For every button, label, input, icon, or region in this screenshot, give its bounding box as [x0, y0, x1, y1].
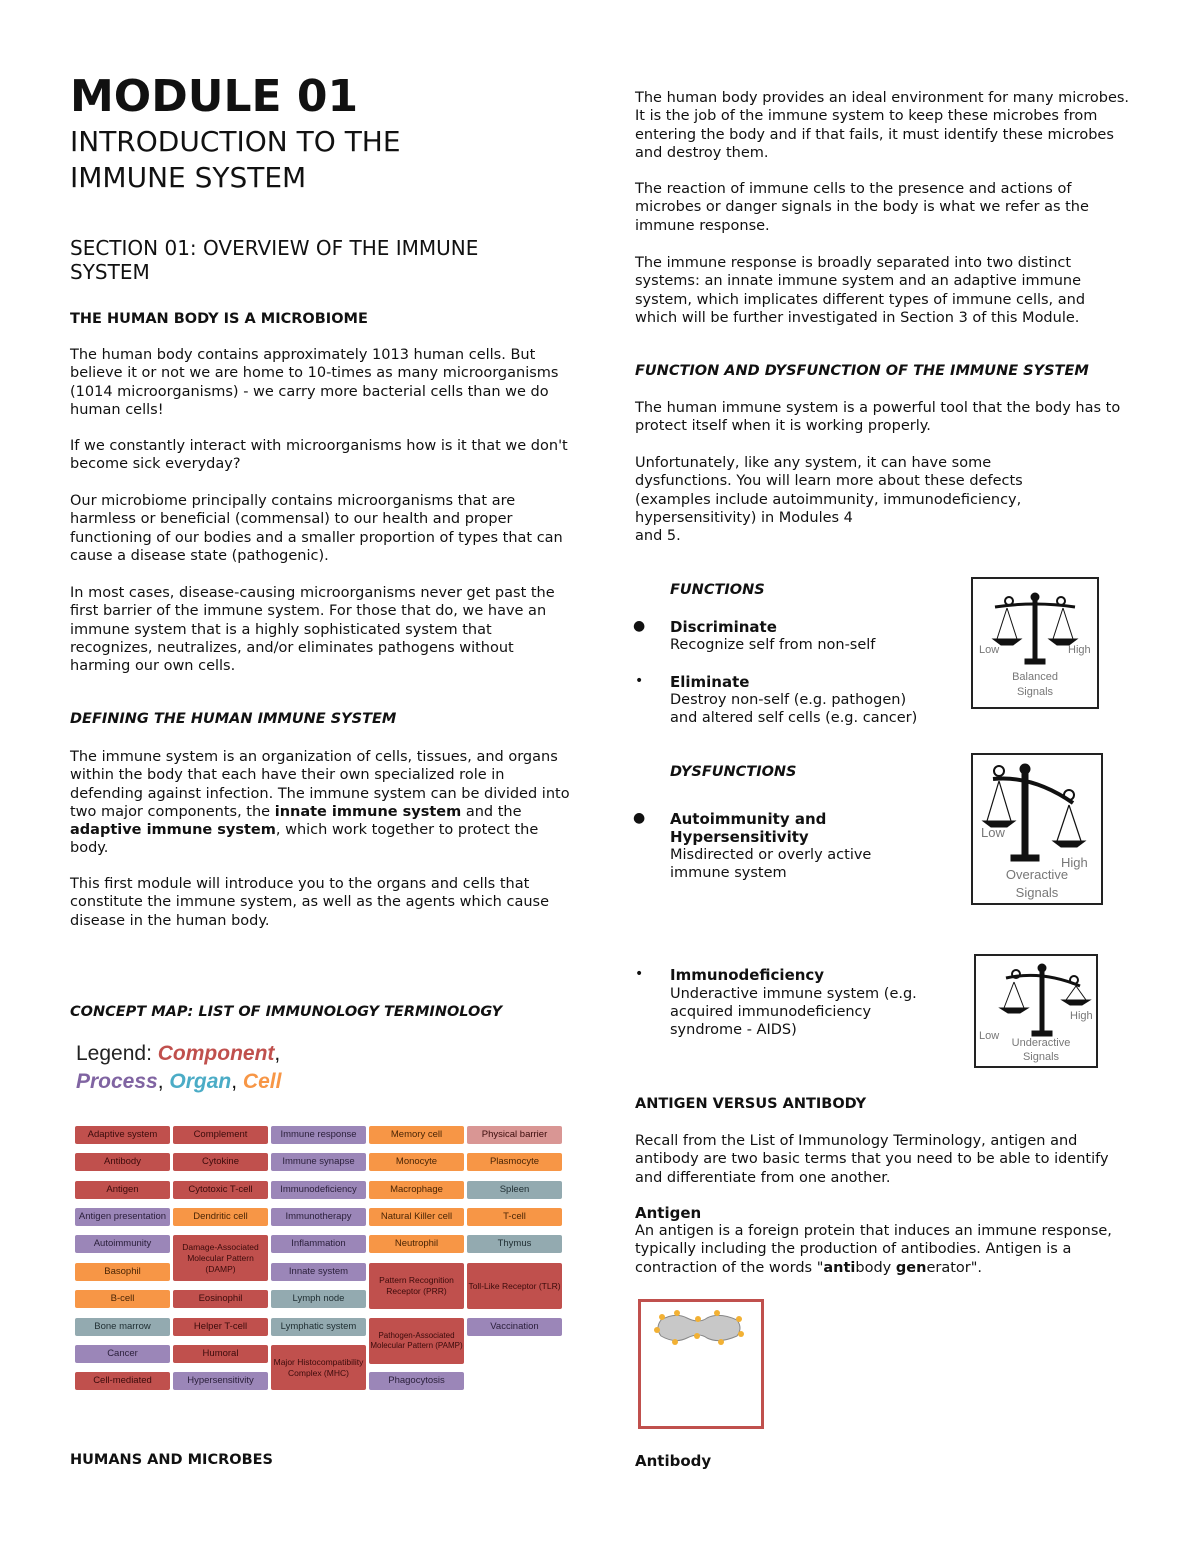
eliminate-text-1: Destroy non-self (e.g. pathogen): [670, 692, 907, 708]
legend-prefix: Legend:: [76, 1042, 158, 1065]
concept-chip: Adaptive system: [75, 1126, 170, 1144]
overactive-low-label: Low: [981, 825, 1005, 840]
antigen-end: erator".: [926, 1259, 983, 1276]
legend-sep-3: ,: [231, 1070, 243, 1093]
underactive-signals-figure: [974, 954, 1098, 1068]
immunodeficiency-text-3: syndrome - AIDS): [670, 1022, 797, 1038]
antigen-figure: [638, 1299, 764, 1429]
heading-function: FUNCTION AND DYSFUNCTION OF THE IMMUNE SYSTEM: [635, 363, 1089, 379]
concept-chip: Toll-Like Receptor (TLR): [467, 1263, 562, 1309]
section-title-line2: SYSTEM: [70, 260, 150, 284]
autoimmunity-title-2: Hypersensitivity: [670, 828, 809, 846]
concept-chip: Lymphatic system: [271, 1318, 366, 1336]
function-paragraph-2-end: and 5.: [635, 528, 681, 544]
immunodeficiency-text-1: Underactive immune system (e.g.: [670, 986, 917, 1002]
discriminate-text: Recognize self from non-self: [670, 637, 876, 653]
legend-cell: Cell: [242, 1070, 282, 1093]
concept-chip: Pattern Recognition Receptor (PRR): [369, 1263, 464, 1309]
antigen-shape-icon: [641, 1302, 761, 1426]
concept-chip: Immune synapse: [271, 1153, 366, 1171]
microbiome-paragraph-2: If we constantly interact with microorganisms how is it that we don't become sick everyday?: [70, 438, 568, 473]
concept-chip: Cell-mediated: [75, 1372, 170, 1390]
overactive-caption-2: Signals: [1015, 885, 1059, 900]
concept-chip: Autoimmunity: [75, 1235, 170, 1253]
concept-chip: Damage-Associated Molecular Pattern (DAMP): [173, 1235, 268, 1281]
module-title: MODULE 01: [70, 71, 359, 122]
bullet-icon: •: [635, 966, 644, 982]
concept-chip: Lymph node: [271, 1290, 366, 1308]
legend-component: Component: [157, 1042, 275, 1065]
concept-chip: Eosinophil: [173, 1290, 268, 1308]
concept-chip: Neutrophil: [369, 1235, 464, 1253]
function-paragraph-2: Unfortunately, like any system, it can have some dysfunctions. You will learn more about these defects (examples include autoimmunity, immunodeficiency, hypersensitivity) in Modules 4: [635, 455, 1023, 526]
legend-sep-1: ,: [274, 1042, 281, 1065]
section-title-line1: SECTION 01: OVERVIEW OF THE IMMUNE: [70, 236, 479, 260]
function-paragraph-1: The human immune system is a powerful tool that the body has to protect itself when it is working properly.: [635, 400, 1121, 435]
legend-process: Process: [76, 1070, 158, 1093]
underactive-caption-1: Underactive: [1011, 1037, 1071, 1049]
antibody-title: Antibody: [635, 1452, 712, 1470]
concept-chip: Monocyte: [369, 1153, 464, 1171]
concept-chip: Complement: [173, 1126, 268, 1144]
defining-paragraph-1: [70, 748, 570, 858]
defining-text-a: The immune system is an organization of cells, tissues, and organs within the body that each have their own specialized role in defending against infection. The immune system can be divided into two major components, the: [70, 749, 570, 820]
module-subtitle-line2: IMMUNE SYSTEM: [70, 161, 307, 194]
concept-chip: Basophil: [75, 1263, 170, 1281]
concept-chip: T-cell: [467, 1208, 562, 1226]
heading-dysfunctions: DYSFUNCTIONS: [670, 764, 797, 780]
balanced-caption-1: Balanced: [1012, 671, 1058, 683]
heading-antigen-vs-antibody: ANTIGEN VERSUS ANTIBODY: [635, 1096, 867, 1112]
defining-adaptive-term: adaptive immune system: [70, 822, 276, 839]
bullet-icon: •: [635, 673, 644, 689]
intro-paragraph-2: The reaction of immune cells to the presence and actions of microbes or danger signals in the body is what we refer as the immune response.: [635, 181, 1089, 234]
balanced-caption-2: Signals: [1016, 686, 1054, 698]
antigen-gen: gen: [895, 1259, 927, 1276]
underactive-caption-2: Signals: [1022, 1051, 1060, 1063]
balanced-high-label: High: [1068, 644, 1091, 656]
heading-concept-map: CONCEPT MAP: LIST OF IMMUNOLOGY TERMINOLOGY: [70, 1004, 503, 1020]
concept-chip: B-cell: [75, 1290, 170, 1308]
concept-chip: Antigen presentation: [75, 1208, 170, 1226]
overactive-high-label: High: [1061, 855, 1088, 870]
bullet-icon: ●: [633, 618, 646, 634]
concept-chip: Spleen: [467, 1181, 562, 1199]
concept-chip: Physical barrier: [467, 1126, 562, 1144]
antigen-text-1: An antigen is a foreign protein that induces an immune response, typically including the production of antibodies. Antigen is a contraction of the words ": [635, 1223, 1112, 1276]
eliminate-title: Eliminate: [670, 673, 750, 691]
concept-chip: Innate system: [271, 1263, 366, 1281]
microbiome-paragraph-1: The human body contains approximately 1013 human cells. But believe it or not we are home to 10-times as many microorganisms (1014 microorganisms) - we carry more bacterial cells than we do human cells!: [70, 347, 559, 418]
immunodeficiency-text-2: acquired immunodeficiency: [670, 1004, 872, 1020]
concept-chip: Inflammation: [271, 1235, 366, 1253]
legend-organ: Organ: [169, 1070, 232, 1093]
overactive-caption-1: Overactive: [1005, 867, 1069, 882]
concept-chip: Helper T-cell: [173, 1318, 268, 1336]
antigen-anti: anti: [823, 1259, 856, 1276]
bullet-icon: ●: [633, 810, 646, 826]
concept-chip: Cytokine: [173, 1153, 268, 1171]
balanced-signals-figure: [971, 577, 1099, 709]
defining-text-e: , which work together to protect the body.: [70, 822, 539, 857]
heading-microbiome: THE HUMAN BODY IS A MICROBIOME: [70, 311, 368, 327]
autoimmunity-text-2: immune system: [670, 865, 787, 881]
concept-chip: Thymus: [467, 1235, 562, 1253]
microbiome-paragraph-3: Our microbiome principally contains microorganisms that are harmless or beneficial (commensal) to our health and proper functioning of our bodies and a smaller proportion of types that can cause a disease state (pathogenic).: [70, 493, 563, 564]
concept-chip: Humoral: [173, 1345, 268, 1363]
module-subtitle-line1: INTRODUCTION TO THE: [70, 125, 401, 158]
recall-paragraph: Recall from the List of Immunology Terminology, antigen and antibody are two basic terms that you need to be able to identify and differentiate from one another.: [635, 1133, 1109, 1186]
concept-chip: Major Histocompatibility Complex (MHC): [271, 1345, 366, 1390]
defining-paragraph-2: This first module will introduce you to the organs and cells that constitute the immune system, as well as the agents which cause disease in the human body.: [70, 876, 549, 929]
concept-chip: Bone marrow: [75, 1318, 170, 1336]
antigen-body: body: [855, 1259, 896, 1276]
concept-chip: Natural Killer cell: [369, 1208, 464, 1226]
defining-text-c: and the: [461, 803, 522, 820]
concept-chip: Hypersensitivity: [173, 1372, 268, 1390]
antigen-title: Antigen: [635, 1204, 702, 1222]
discriminate-title: Discriminate: [670, 618, 777, 636]
immunodeficiency-title: Immunodeficiency: [670, 966, 825, 984]
concept-chip: Cancer: [75, 1345, 170, 1363]
intro-paragraph-3: The immune response is broadly separated into two distinct systems: an innate immune system and an adaptive immune system, which implicates different types of immune cells, and which will be further investigated in Section 3 of this Module.: [635, 255, 1086, 326]
concept-chip: Antibody: [75, 1153, 170, 1171]
antigen-paragraph: [635, 1222, 1130, 1277]
heading-defining: DEFINING THE HUMAN IMMUNE SYSTEM: [70, 711, 397, 727]
concept-chip: Antigen: [75, 1181, 170, 1199]
microbiome-paragraph-4: In most cases, disease-causing microorganisms never get past the first barrier of the immune system. For those that do, we have an immune system that is a highly sophisticated system that recognizes, neutralizes, and/or eliminates pathogens without harming our own cells.: [70, 585, 555, 675]
autoimmunity-title-1: Autoimmunity and: [670, 810, 827, 828]
underactive-high-label: High: [1070, 1010, 1093, 1022]
concept-chip: Cytotoxic T-cell: [173, 1181, 268, 1199]
autoimmunity-text-1: Misdirected or overly active: [670, 847, 872, 863]
concept-chip: Plasmocyte: [467, 1153, 562, 1171]
overactive-signals-figure: [971, 753, 1103, 905]
balanced-low-label: Low: [979, 644, 1000, 656]
concept-legend: [76, 1040, 436, 1096]
concept-chip: Vaccination: [467, 1318, 562, 1336]
concept-chip: Memory cell: [369, 1126, 464, 1144]
heading-functions: FUNCTIONS: [670, 582, 765, 598]
heading-humans-microbes: HUMANS AND MICROBES: [70, 1452, 273, 1468]
concept-chip: Macrophage: [369, 1181, 464, 1199]
legend-sep-2: ,: [157, 1070, 170, 1093]
concept-chip: Phagocytosis: [369, 1372, 464, 1390]
intro-paragraph-1: The human body provides an ideal environment for many microbes. It is the job of the immune system to keep these microbes from entering the body and if that fails, it must identify these microbes and destroy them.: [635, 90, 1130, 161]
underactive-low-label: Low: [979, 1030, 1000, 1042]
defining-innate-term: innate immune system: [274, 803, 462, 820]
concept-chip: Immune response: [271, 1126, 366, 1144]
concept-chip: Immunotherapy: [271, 1208, 366, 1226]
concept-chip: Pathogen-Associated Molecular Pattern (PAMP): [369, 1318, 464, 1364]
eliminate-text-2: and altered self cells (e.g. cancer): [670, 710, 918, 726]
concept-chip: Immunodeficiency: [271, 1181, 366, 1199]
concept-chip: Dendritic cell: [173, 1208, 268, 1226]
